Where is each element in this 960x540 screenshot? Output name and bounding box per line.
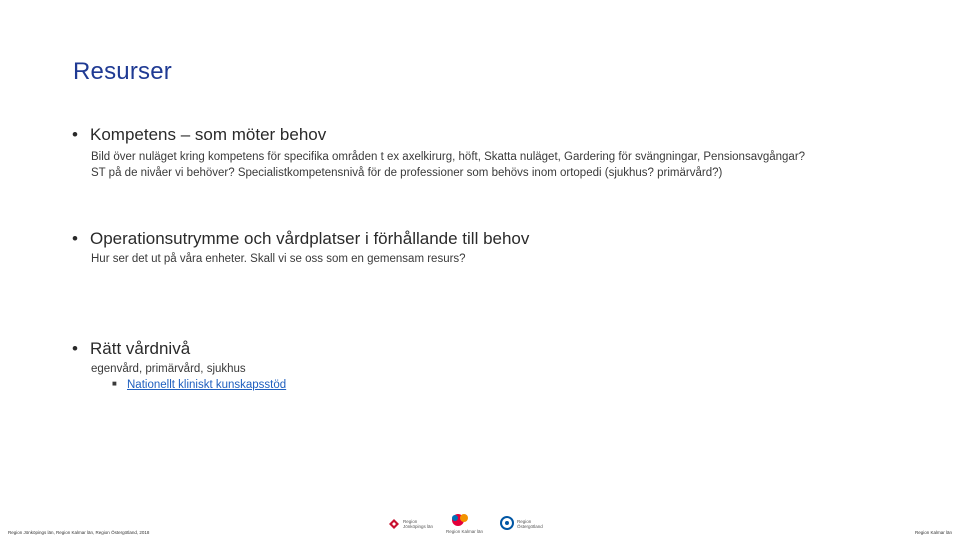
- bullet-dot: •: [72, 229, 78, 248]
- bullet-operation-space-text: [91, 251, 466, 267]
- ostergotland-logo-icon: [499, 515, 515, 531]
- bullet-heading: Kompetens – som möter behov: [90, 125, 327, 144]
- bullet-heading: Rätt vårdnivå: [90, 339, 191, 358]
- bullet-operation-space: [72, 229, 529, 249]
- bullet-competence: [72, 125, 326, 145]
- bullet-dot: ■: [112, 379, 117, 388]
- bullet-care-level: [72, 339, 190, 359]
- sub-line: egenvård, primärvård, sjukhus: [91, 363, 246, 375]
- bullet-heading: Operationsutrymme och vårdplatser i förhållande till behov: [90, 229, 530, 248]
- logo-line: Region: [517, 519, 532, 524]
- bullet-dot: •: [72, 339, 78, 358]
- kalmar-logo-icon: [448, 512, 472, 528]
- logo-region-jonkoping: [385, 512, 435, 536]
- knowledge-support-link[interactable]: Nationellt kliniskt kunskapsstöd: [127, 379, 287, 391]
- logo-line: Östergötland: [517, 524, 543, 529]
- logo-region-ostergotland: [497, 512, 552, 536]
- logo-line: Region: [403, 519, 418, 524]
- logo-region-kalmar: [442, 512, 492, 536]
- bullet-dot: •: [72, 125, 78, 144]
- sub-line: ST på de nivåer vi behöver? Specialistkompetensnivå för de professioner som behövs inom ortopedi (sjukhus? primärvård?): [91, 167, 723, 179]
- logo-line: Region Kalmar län: [446, 529, 484, 534]
- sub-bullet-knowledge-support: [112, 379, 286, 391]
- bullet-competence-text: [91, 149, 805, 181]
- sub-line: Hur ser det ut på våra enheter. Skall vi se oss som en gemensam resurs?: [91, 253, 466, 265]
- sub-line: Bild över nuläget kring kompetens för specifika områden t ex axelkirurg, höft, Skatta nuläget, Gardering för svängningar, Pensionsavgångar?: [91, 151, 806, 163]
- bullet-care-level-text: [91, 361, 246, 377]
- footer-source: Region Jönköpings län, Region Kalmar län, Region Östergötland, 2018: [8, 530, 150, 535]
- slide-title: Resurser: [73, 58, 172, 85]
- logo-line: Jönköpings län: [403, 524, 434, 529]
- footer-right-label: Region Kalmar län: [914, 530, 952, 535]
- jonkoping-logo-icon: [387, 517, 401, 531]
